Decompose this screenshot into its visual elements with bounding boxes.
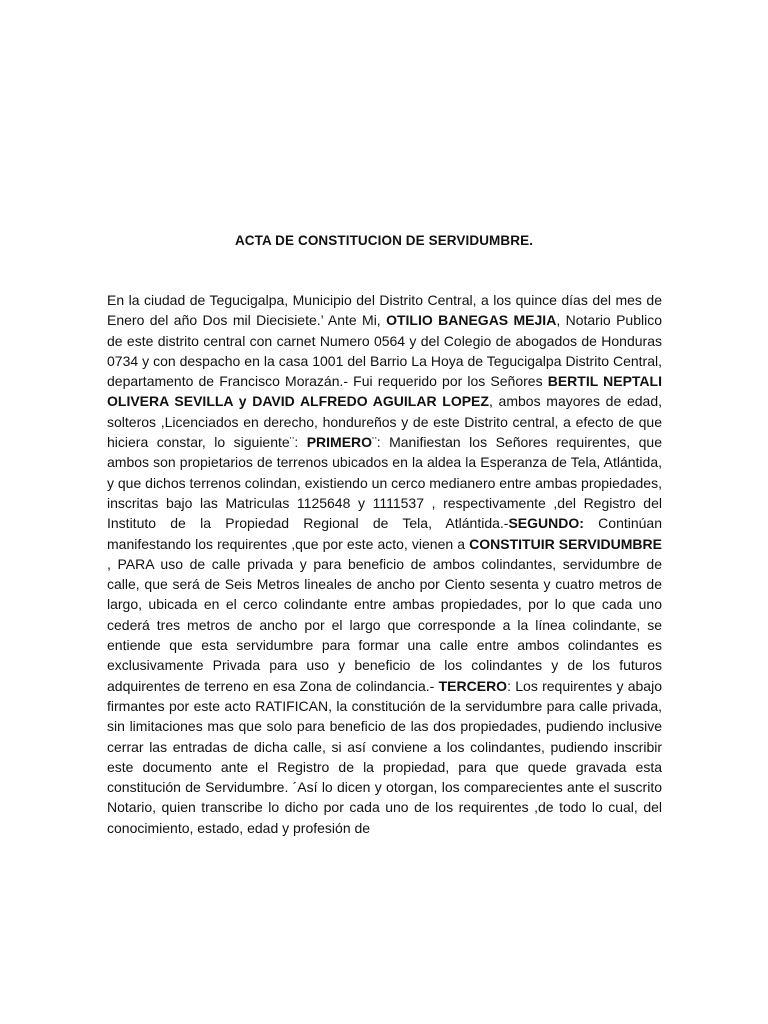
- bold-text-segment: SEGUNDO:: [508, 515, 584, 532]
- document-title: ACTA DE CONSTITUCION DE SERVIDUMBRE.: [234, 233, 534, 248]
- document-body: [107, 290, 662, 838]
- bold-text-segment: BERTIL NEPTALI OLIVERA SEVILLA y DAVID ALFREDO AGUILAR LOPEZ: [107, 373, 662, 410]
- text-segment: , Notario Publico de este distrito central con carnet Numero 0564 y del Colegio de abogados de Honduras 0734 y con despacho en la casa 1001 del Barrio La Hoya de Tegucigalpa Distrito Central, departamento de Francisco Morazán.- Fui requerido por los Señores: [107, 312, 663, 390]
- text-segment: , PARA uso de calle privada y para beneficio de ambos colindantes, servidumbre de calle, que será de Seis Metros lineales de ancho por Ciento sesenta y cuatro metros de largo, ubicada en el cerco colindante entre ambas propiedades, por lo que cada uno cederá tres metros de ancho por el largo que corresponde a la línea colindante, se entiende que esta servidumbre para formar una calle entre ambos colindantes es exclusivamente Privada para uso y beneficio de los colindantes y de los futuros adquirentes de terreno en esa Zona de colindancia.-: [107, 555, 662, 694]
- bold-text-segment: TERCERO: [438, 677, 508, 694]
- bold-text-segment: PRIMERO: [306, 434, 373, 451]
- text-segment: ¨: Manifiestan los Señores requirentes, que ambos son propietarios de terrenos ubicados en la aldea la Esperanza de Tela, Atlántida, y que dichos terrenos colindan, existiendo un cerco medianero entre ambas propiedades, inscritas bajo las Matriculas 1125648 y 1111537 , respectivamente ,del Registro del Instituto de la Propiedad Regional de Tela, Atlántida.-: [107, 434, 662, 532]
- text-segment: : Los requirentes y abajo firmantes por este acto RATIFICAN, la constitución de la servidumbre para calle privada, sin limitaciones mas que solo para beneficio de las dos propiedades, pudiendo inclusive cerrar las entradas de dicha calle, si así conviene a los colindantes, pudiendo inscribir este documento ante el Registro de la propiedad, para que quede gravada esta constitución de Servidumbre. ´Así lo dicen y otorgan, los comparecientes ante el suscrito Notario, quien transcribe lo dicho por cada uno de los requirentes ,de todo lo cual, del conocimiento, estado, edad y profesión de: [107, 677, 662, 836]
- text-segment: En la ciudad de Tegucigalpa, Municipio del Distrito Central, a los quince días del mes de Enero del año Dos mil Diecisiete.’ Ante Mi,: [107, 292, 662, 329]
- text-segment: Continúan manifestando los requirentes ,que por este acto, vienen a: [107, 515, 662, 552]
- bold-text-segment: OTILIO BANEGAS MEJIA: [386, 312, 557, 329]
- text-segment: , ambos mayores de edad, solteros ,Licenciados en derecho, hondureños y de este Distrito central, a efecto de que hiciera constar, lo siguiente¨:: [107, 393, 662, 451]
- bold-text-segment: CONSTITUIR SERVIDUMBRE: [469, 535, 662, 552]
